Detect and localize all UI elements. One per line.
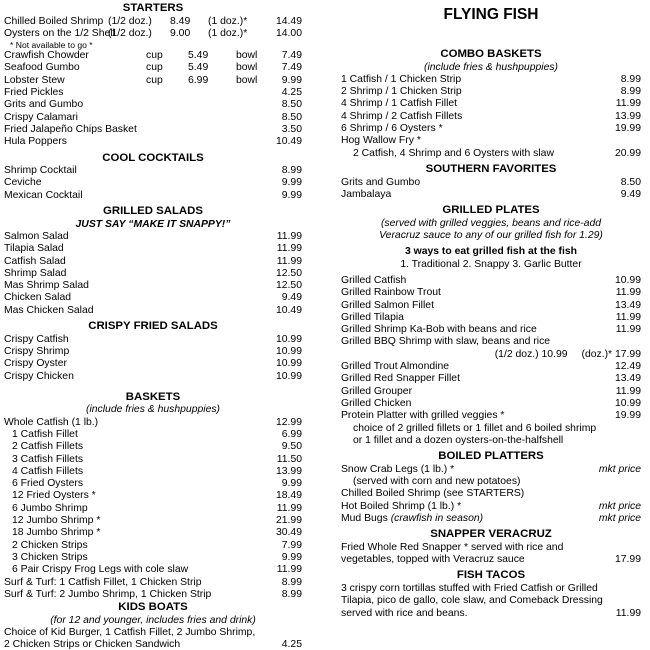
left-column [4, 2, 302, 650]
menu-item: Fried Jalapeño Chips Basket 3.50 [4, 123, 302, 135]
menu-item: 18 Jumbo Shrimp * 30.49 [12, 527, 302, 539]
menu-item-description: (served with corn and new potatoes) [353, 475, 521, 487]
menu-item: 1 Catfish / 1 Chicken Strip 8.99 [341, 73, 641, 85]
menu-item: 6 Shrimp / 6 Oysters * 19.99 [341, 123, 641, 135]
menu-item: Grits and Gumbo 8.50 [4, 99, 302, 111]
menu-item: Grilled Grouper 11.99 [341, 385, 641, 397]
boiled-platters-heading: BOILED PLATTERS [438, 450, 544, 463]
menu-item: Grilled Chicken 10.99 [341, 397, 641, 409]
menu-item: 4 Catfish Fillets 13.99 [12, 465, 302, 477]
kids-boats-heading: KIDS BOATS [118, 601, 188, 614]
restaurant-title: FLYING FISH [443, 6, 539, 23]
menu-item: Grilled Rainbow Trout 11.99 [341, 287, 641, 299]
menu-item: Choice of Kid Burger, 1 Catfish Fillet, 2 Jumbo Shrimp, [4, 627, 256, 639]
menu-item: Mexican Cocktail 9.99 [4, 189, 302, 201]
menu-item: Lobster Stew cup 6.99 bowl 9.99 [4, 74, 302, 86]
grilled-plates-sub2: Veracruz sauce to any of our grilled fish for 1.29) [379, 230, 603, 242]
menu-item: 4 Shrimp / 2 Catfish Fillets 13.99 [341, 110, 641, 122]
grilled-plates-heading: GRILLED PLATES [442, 204, 540, 217]
menu-item: Crispy Catfish 10.99 [4, 333, 302, 345]
menu-item-description: choice of 2 grilled fillets or 1 fillet and 6 boiled shrimp [353, 422, 597, 434]
menu-item: Snow Crab Legs (1 lb.) * mkt price [341, 463, 641, 475]
menu-item: Grilled Trout Almondine 12.49 [341, 361, 641, 373]
grilled-salads-subheading: JUST SAY “MAKE IT SNAPPY!” [75, 218, 231, 230]
menu-item: Seafood Gumbo cup 5.49 bowl 7.49 [4, 62, 302, 74]
menu-item: Protein Platter with grilled veggies * 19.99 [341, 410, 641, 422]
menu-item: Grilled Tilapia 11.99 [341, 311, 641, 323]
menu-item: Oysters on the 1/2 Shell (1/2 doz.) 9.00 (1 doz.)* 14.00 [4, 27, 302, 39]
southern-favorites-heading: SOUTHERN FAVORITES [425, 162, 557, 175]
fish-tacos-heading: FISH TACOS [456, 569, 526, 582]
menu-item: 3 crispy corn tortillas stuffed with Fried Catfish or Grilled [341, 582, 598, 594]
menu-item: Jambalaya 9.49 [341, 188, 641, 200]
menu-item: 6 Jumbo Shrimp 11.99 [12, 502, 302, 514]
baskets-heading: BASKETS [125, 390, 181, 403]
menu-item: Hog Wallow Fry * [341, 135, 421, 147]
combo-baskets-subheading: (include fries & hushpuppies) [424, 61, 558, 73]
menu-item: 12 Jumbo Shrimp * 21.99 [12, 515, 302, 527]
menu-item: served with rice and beans. 11.99 [341, 607, 641, 619]
menu-item: Chicken Salad 9.49 [4, 292, 302, 304]
grill-ways-list: 1. Traditional 2. Snappy 3. Garlic Butter [400, 258, 582, 270]
menu-item: Tilapia, pico de gallo, cole slaw, and Comeback Dressing [341, 595, 603, 607]
menu-item-description: or 1 fillet and a dozen oysters-on-the-halfshell [353, 434, 564, 446]
menu-item: Mud Bugs (crawfish in season) mkt price [341, 512, 641, 524]
starters-note: * Not available to go * [10, 40, 93, 51]
menu-item: 3 Chicken Strips 9.99 [12, 551, 302, 563]
right-column [341, 2, 641, 620]
cool-cocktails-heading: COOL COCKTAILS [102, 151, 204, 164]
grilled-plates-sub1: (served with grilled veggies, beans and rice-add [380, 217, 602, 229]
menu-item: Shrimp Cocktail 8.99 [4, 165, 302, 177]
kids-boats-subheading: (for 12 and younger, includes fries and drink) [50, 614, 256, 626]
menu-item: Fried Pickles 4.25 [4, 87, 302, 99]
grilled-salads-heading: GRILLED SALADS [103, 205, 203, 218]
grill-ways-heading: 3 ways to eat grilled fish at the fish [404, 246, 578, 258]
menu-item: Chilled Boiled Shrimp (see STARTERS) [341, 488, 525, 500]
menu-item: Grilled BBQ Shrimp with slaw, beans and rice [341, 336, 551, 348]
menu-item-sizes: (1/2 doz.) 10.99 (doz.)* 17.99 [494, 348, 641, 360]
baskets-subheading: (include fries & hushpuppies) [86, 404, 220, 416]
menu-item: Hula Poppers 10.49 [4, 136, 302, 148]
menu-item: Tilapia Salad 11.99 [4, 243, 302, 255]
menu-item: Grilled Salmon Fillet 13.49 [341, 299, 641, 311]
menu-item: Grits and Gumbo 8.50 [341, 176, 641, 188]
menu-item: Crispy Oyster 10.99 [4, 358, 302, 370]
menu-item: Mas Chicken Salad 10.49 [4, 304, 302, 316]
menu-item: Surf & Turf: 2 Jumbo Shrimp, 1 Chicken Strip 8.99 [4, 588, 302, 600]
menu-item: Crispy Calamari 8.50 [4, 111, 302, 123]
menu-item: Whole Catfish (1 lb.) 12.99 [4, 416, 302, 428]
menu-item: Chilled Boiled Shrimp (1/2 doz.) 8.49 (1 doz.)* 14.49 [4, 15, 302, 27]
menu-item-description: 2 Catfish, 4 Shrimp and 6 Oysters with slaw 20.99 [353, 147, 641, 159]
menu-item: 4 Shrimp / 1 Catfish Fillet 11.99 [341, 98, 641, 110]
menu-item: Catfish Salad 11.99 [4, 255, 302, 267]
menu-item: Crispy Shrimp 10.99 [4, 345, 302, 357]
menu-item: Shrimp Salad 12.50 [4, 267, 302, 279]
menu-item: 6 Fried Oysters 9.99 [12, 478, 302, 490]
menu-item: 2 Chicken Strips 7.99 [12, 539, 302, 551]
menu-item: Hot Boiled Shrimp (1 lb.) * mkt price [341, 500, 641, 512]
menu-item: Crawfish Chowder cup 5.49 bowl 7.49 [4, 50, 302, 62]
snapper-veracruz-heading: SNAPPER VERACRUZ [430, 528, 552, 541]
menu-item: Grilled Shrimp Ka-Bob with beans and rice 11.99 [341, 324, 641, 336]
menu-item: Salmon Salad 11.99 [4, 230, 302, 242]
menu-item: Grilled Red Snapper Fillet 13.49 [341, 373, 641, 385]
menu-item: Surf & Turf: 1 Catfish Fillet, 1 Chicken Strip 8.99 [4, 576, 302, 588]
menu-item: Crispy Chicken 10.99 [4, 370, 302, 382]
menu-item: vegetables, topped with Veracruz sauce 17.99 [341, 554, 641, 566]
menu-item: Mas Shrimp Salad 12.50 [4, 280, 302, 292]
combo-baskets-heading: COMBO BASKETS [440, 48, 542, 60]
menu-item: Fried Whole Red Snapper * served with rice and [341, 541, 564, 553]
starters-heading: STARTERS [122, 2, 184, 14]
menu-item: 6 Pair Crispy Frog Legs with cole slaw 11.99 [12, 564, 302, 576]
menu-item: 3 Catfish Fillets 11.50 [12, 453, 302, 465]
menu-item: Ceviche 9.99 [4, 177, 302, 189]
menu-item: 12 Fried Oysters * 18.49 [12, 490, 302, 502]
menu-item: 1 Catfish Fillet 6.99 [12, 428, 302, 440]
menu-item: 2 Chicken Strips or Chicken Sandwich 4.25 [4, 639, 302, 650]
menu-item: 2 Catfish Fillets 9.50 [12, 441, 302, 453]
crispy-fried-salads-heading: CRISPY FRIED SALADS [88, 320, 218, 333]
menu-item: Grilled Catfish 10.99 [341, 274, 641, 286]
menu-item: 2 Shrimp / 1 Chicken Strip 8.99 [341, 86, 641, 98]
